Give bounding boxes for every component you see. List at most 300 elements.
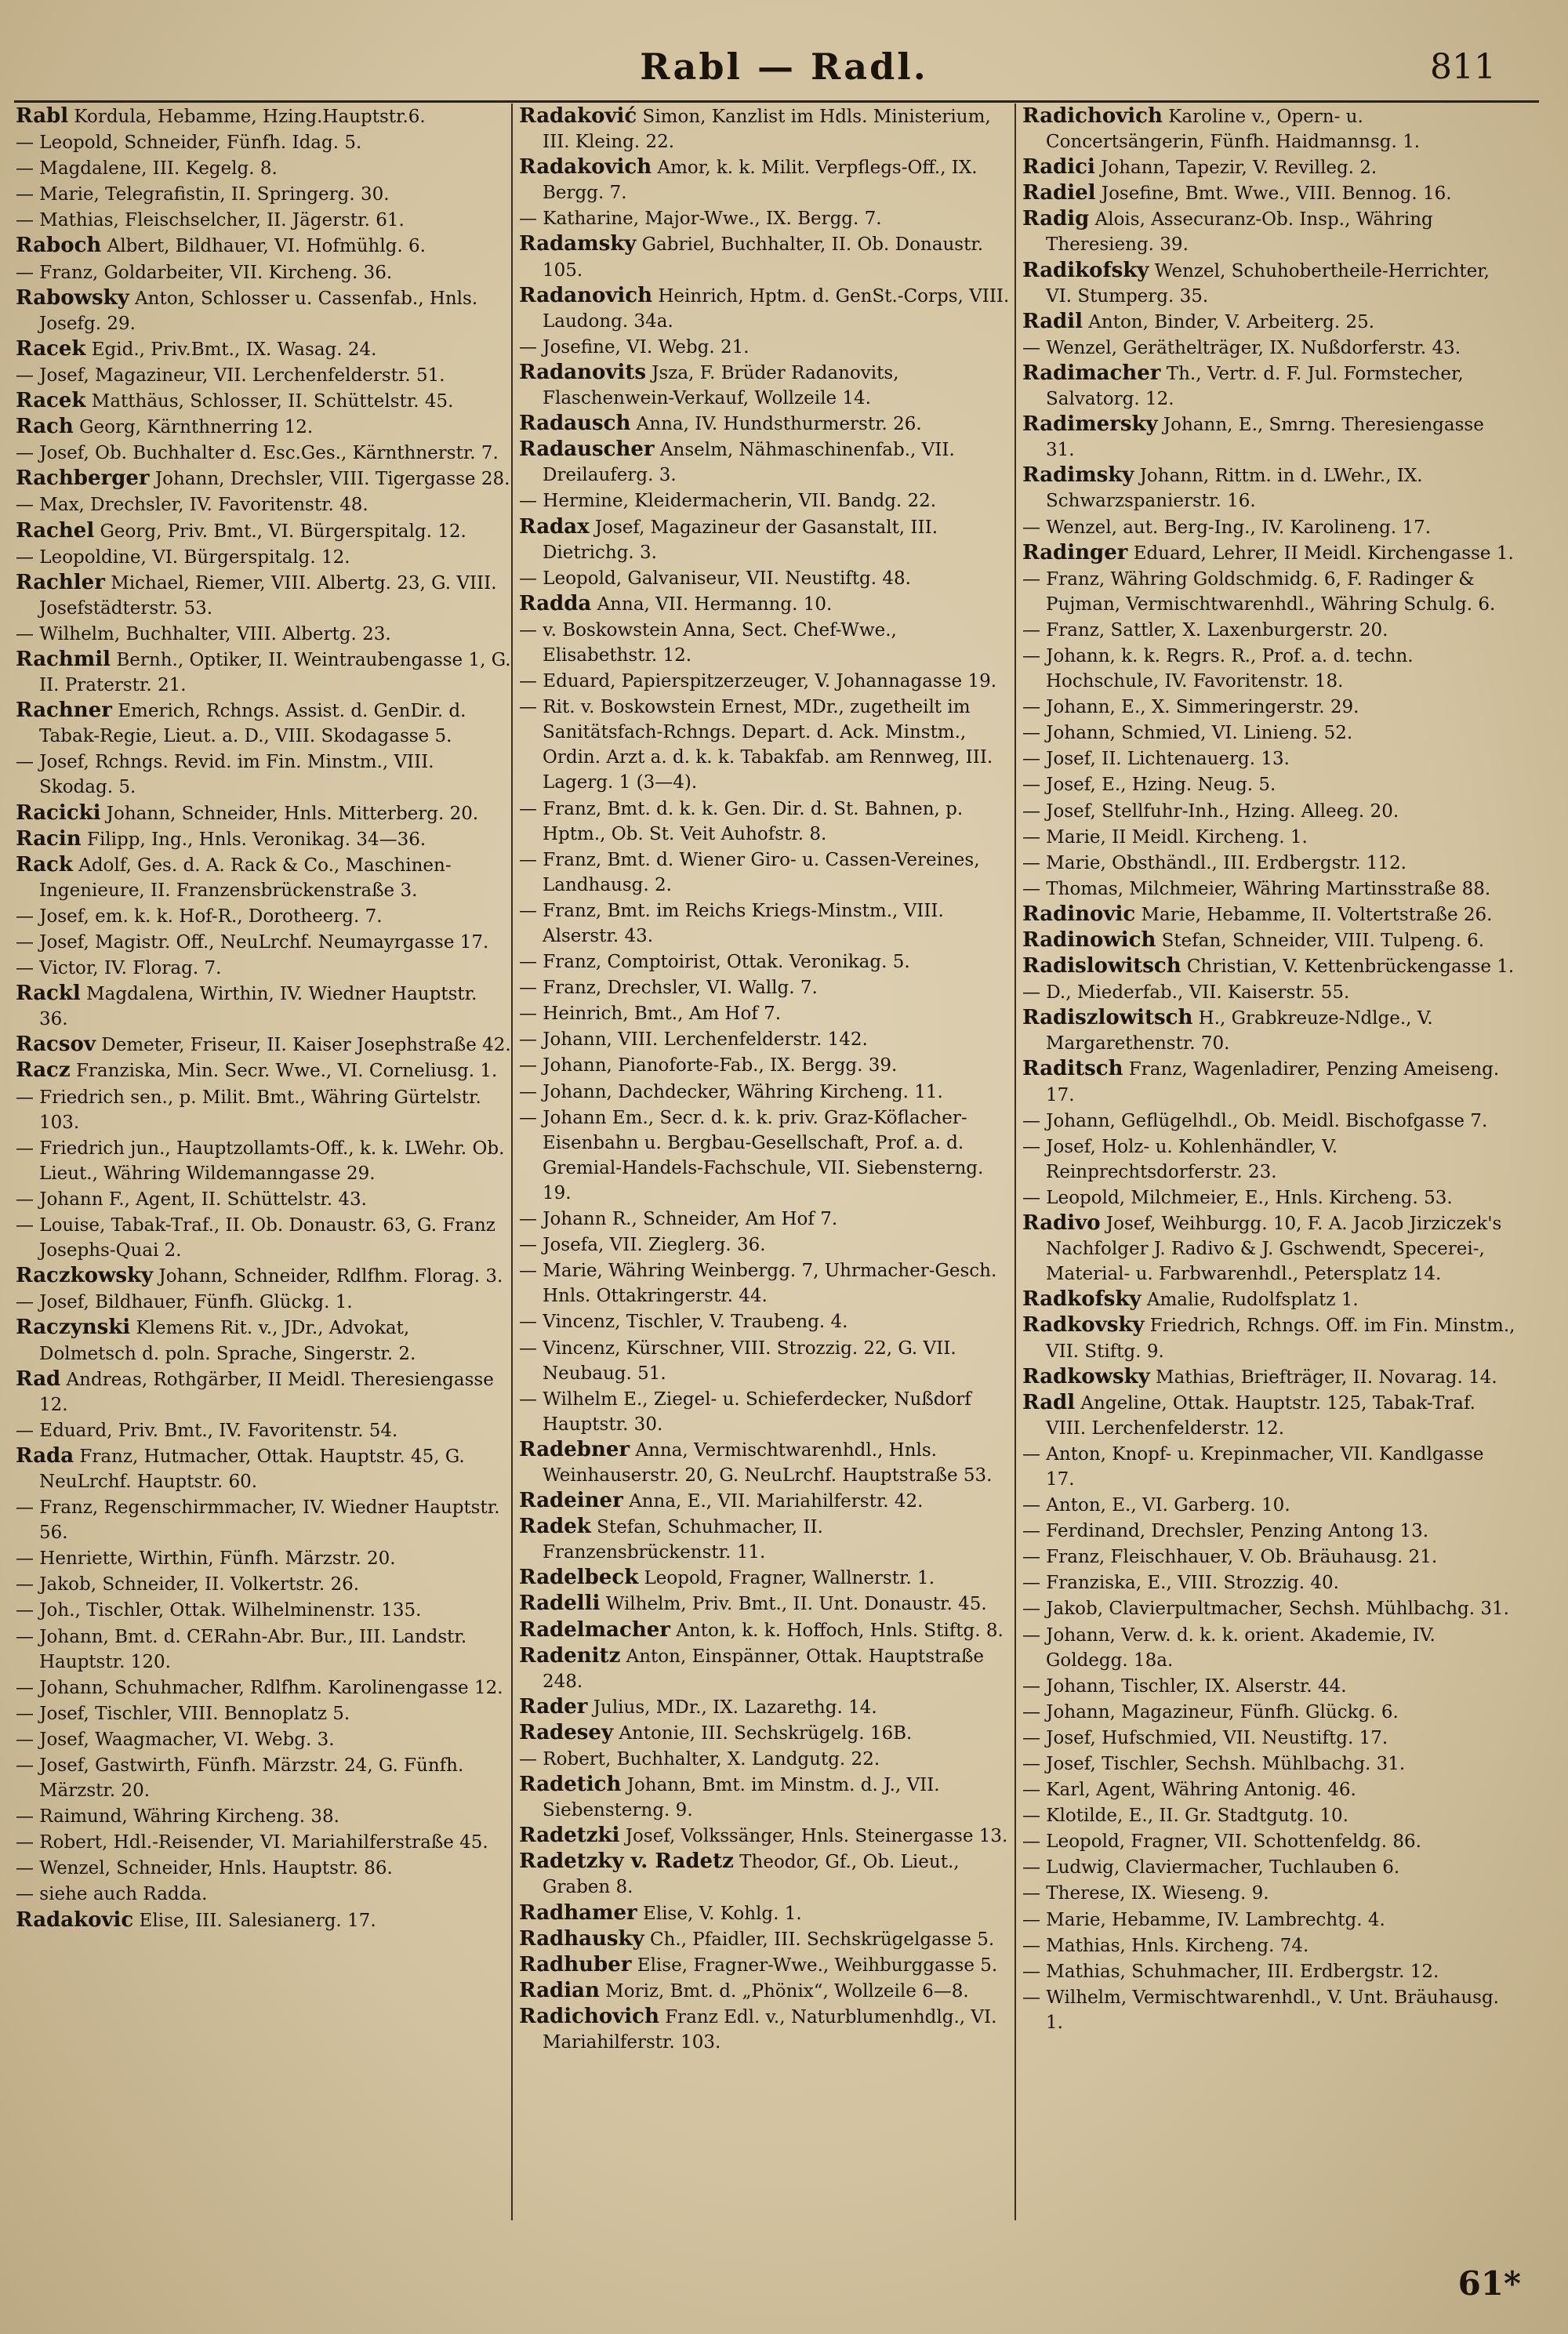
column-divider: [511, 103, 513, 2220]
directory-entry: [519, 488, 1014, 514]
directory-entry: [1022, 566, 1518, 617]
entry-details: — Leopold, Galvaniseur, VII. Neustiftg. 48.: [519, 568, 911, 589]
directory-entry: [1022, 103, 1518, 154]
entry-surname: Rachel: [16, 518, 95, 543]
directory-entry: [519, 1000, 1014, 1026]
entry-details: Adolf, Ges. d. A. Rack & Co., Maschinen-Ingenieure, II. Franzensbrückenstraße 3.: [39, 855, 452, 901]
entry-details: — Johann, Verw. d. k. k. orient. Akademie, IV. Goldegg. 18a.: [1022, 1624, 1436, 1671]
entry-details: — Johann, Schmied, VI. Linieng. 52.: [1022, 723, 1353, 744]
entry-details: — Eduard, Priv. Bmt., IV. Favoritenstr. 54.: [16, 1420, 398, 1441]
directory-entry: [519, 360, 1014, 411]
directory-entry: [519, 1823, 1014, 1849]
entry-surname: Racz: [16, 1058, 71, 1083]
entry-details: Stefan, Schneider, VIII. Tulpeng. 6.: [1156, 931, 1485, 951]
entry-details: — Mathias, Fleischselcher, II. Jägerstr. 61.: [16, 210, 405, 231]
entry-details: Anna, VII. Hermanng. 10.: [591, 593, 833, 615]
entry-details: — Johann, Schuhmacher, Rdlfhm. Karolinengasse 12.: [16, 1677, 503, 1698]
directory-entry: [16, 749, 511, 800]
directory-entry: [1022, 1108, 1518, 1134]
directory-entry: [519, 694, 1014, 795]
entry-details: — Thomas, Milchmeier, Währing Martinsstraße 88.: [1022, 878, 1491, 899]
entry-details: — Franz, Bmt. im Reichs Kriegs-Minstm., VIII. Alserstr. 43.: [519, 900, 944, 946]
entry-details: Johann, Drechsler, VIII. Tigergasse 28.: [149, 469, 510, 490]
entry-details: — D., Miederfab., VII. Kaiserstr. 55.: [1022, 982, 1350, 1004]
entry-details: — Karl, Agent, Währing Antonig. 46.: [1022, 1780, 1356, 1801]
directory-entry: [16, 1571, 511, 1597]
entry-surname: Radinovic: [1022, 902, 1136, 926]
entry-details: — Heinrich, Bmt., Am Hof 7.: [519, 1004, 782, 1025]
entry-details: — Josef, E., Hzing. Neug. 5.: [1022, 775, 1276, 796]
directory-entry: [1022, 1056, 1518, 1107]
directory-entry: [16, 518, 511, 544]
entry-details: — Johann, Pianoforte-Fab., IX. Bergg. 39.: [519, 1055, 898, 1076]
directory-entry: [519, 2004, 1014, 2055]
directory-entry: [16, 1675, 511, 1701]
directory-entry: [1022, 361, 1518, 412]
entry-surname: Radiszlowitsch: [1022, 1006, 1193, 1030]
entry-details: Johann, Schneider, Hnls. Mitterberg. 20.: [100, 803, 479, 824]
entry-surname: Racek: [16, 389, 86, 413]
directory-entry: [519, 949, 1014, 975]
directory-entry: [519, 1617, 1014, 1643]
entry-details: — Josef, Gastwirth, Fünfh. Märzstr. 24, G. Fünfh. Märzstr. 20.: [16, 1755, 464, 1802]
entry-surname: Radig: [1022, 207, 1090, 231]
directory-entry: [1022, 1441, 1518, 1492]
entry-details: Filipp, Ing., Hnls. Veronikag. 34—36.: [81, 829, 426, 850]
entry-details: Alois, Assecuranz-Ob. Insp., Währing Theresieng. 39.: [1046, 209, 1433, 256]
directory-entry: [519, 1232, 1014, 1258]
entry-surname: Radakovich: [519, 155, 652, 180]
directory-entry: [16, 1881, 511, 1907]
entry-surname: Radakovic: [16, 1907, 134, 1932]
directory-entry: [16, 800, 511, 826]
directory-entry: [1022, 540, 1518, 566]
directory-entry: [519, 1720, 1014, 1746]
entry-details: — Robert, Hdl.-Reisender, VI. Mariahilferstraße 45.: [16, 1832, 488, 1853]
entry-surname: Radici: [1022, 155, 1095, 180]
entry-surname: Rada: [16, 1443, 74, 1468]
directory-entry: [1022, 1699, 1518, 1725]
directory-entry: [1022, 1933, 1518, 1958]
directory-entry: [519, 1335, 1014, 1386]
directory-entry: [1022, 1185, 1518, 1211]
directory-entry: [519, 1926, 1014, 1952]
directory-entry: [1022, 1880, 1518, 1906]
column-1: [16, 103, 511, 1933]
directory-entry: [519, 1952, 1014, 1978]
entry-details: Magdalena, Wirthin, IV. Wiedner Hauptstr. 36.: [39, 984, 477, 1030]
directory-entry: [519, 1643, 1014, 1694]
directory-entry: [519, 1746, 1014, 1772]
directory-entry: [1022, 953, 1518, 979]
directory-entry: [16, 929, 511, 955]
entry-surname: Radkowsky: [1022, 1364, 1150, 1388]
entry-details: — Franz, Sattler, X. Laxenburgerstr. 20.: [1022, 619, 1388, 641]
entry-details: Ch., Pfaidler, III. Sechskrügelgasse 5.: [644, 1929, 995, 1950]
directory-entry: [16, 647, 511, 698]
directory-entry: [519, 591, 1014, 617]
entry-details: Anselm, Nähmaschinenfab., VII. Dreilauferg. 3.: [543, 440, 955, 486]
directory-entry: [1022, 1595, 1518, 1621]
directory-entry: [16, 1624, 511, 1675]
entry-surname: Racin: [16, 826, 82, 851]
directory-entry: [16, 388, 511, 414]
directory-entry: [519, 1309, 1014, 1334]
entry-details: Stefan, Schuhmacher, II. Franzensbrückenstr. 11.: [543, 1517, 823, 1563]
directory-entry: [1022, 309, 1518, 335]
directory-entry: [1022, 1802, 1518, 1828]
entry-details: — Mathias, Hnls. Kircheng. 74.: [1022, 1935, 1309, 1956]
directory-entry: [1022, 1287, 1518, 1312]
directory-entry: [16, 1701, 511, 1726]
entry-surname: Radax: [519, 514, 590, 539]
directory-entry: [16, 1367, 511, 1417]
entry-details: Marie, Hebamme, II. Voltertstraße 26.: [1135, 904, 1493, 925]
entry-details: — Johann, k. k. Regrs. R., Prof. a. d. techn. Hochschule, IV. Favoritenstr. 18.: [1022, 645, 1414, 692]
entry-details: — Marie, Telegrafistin, II. Springerg. 30.: [16, 184, 390, 205]
directory-entry: [16, 1726, 511, 1752]
entry-details: — Leopoldine, VI. Bürgerspitalg. 12.: [16, 546, 350, 568]
entry-details: Matthäus, Schlosser, II. Schüttelstr. 45.: [85, 391, 454, 412]
entry-details: — Anton, Knopf- u. Krepinmacher, VII. Kandlgasse 17.: [1022, 1443, 1484, 1490]
entry-details: — Wenzel, Schneider, Hnls. Hauptstr. 86.: [16, 1858, 393, 1879]
directory-entry: [519, 668, 1014, 694]
entry-details: — Josef, Ob. Buchhalter d. Esc.Ges., Kärnthnerstr. 7.: [16, 443, 499, 464]
entry-details: — Magdalene, III. Kegelg. 8.: [16, 158, 278, 180]
entry-details: — Franz, Fleischhauer, V. Ob. Bräuhausg. 21.: [1022, 1547, 1438, 1568]
entry-details: — Josef, Bildhauer, Fünfh. Glückg. 1.: [16, 1292, 353, 1313]
directory-entry: [1022, 1570, 1518, 1595]
directory-entry: [519, 1437, 1014, 1488]
entry-details: — Wilhelm E., Ziegel- u. Schieferdecker, Nußdorf Hauptstr. 30.: [519, 1388, 971, 1435]
directory-entry: [1022, 1958, 1518, 1984]
directory-entry: [16, 336, 511, 362]
entry-surname: Radinger: [1022, 540, 1128, 564]
entry-surname: Radauscher: [519, 437, 655, 462]
directory-entry: [16, 1829, 511, 1855]
entry-details: Moriz, Bmt. d. „Phönix“, Wollzeile 6—8.: [599, 1980, 969, 2002]
entry-details: Josef, Weihburgg. 10, F. A. Jacob Jirziczek's Nachfolger J. Radivo & J. Gschwendt, Specerei-, Material- u. Farbwarenhdl., Petersplatz 14.: [1046, 1214, 1502, 1285]
directory-entry: [16, 1494, 511, 1545]
entry-details: Josef, Magazineur der Gasanstalt, III. Dietrichg. 3.: [543, 517, 938, 563]
entry-details: Th., Vertr. d. F. Jul. Formstecher, Salvatorg. 12.: [1046, 363, 1464, 410]
directory-entry: [519, 1258, 1014, 1309]
entry-surname: Rachberger: [16, 466, 150, 491]
directory-entry: [519, 565, 1014, 591]
directory-entry: [519, 103, 1014, 154]
directory-entry: [1022, 720, 1518, 746]
directory-entry: [1022, 694, 1518, 720]
entry-details: — Josefa, VII. Zieglerg. 36.: [519, 1235, 766, 1256]
directory-entry: [16, 1855, 511, 1881]
entry-details: — Ferdinand, Drechsler, Penzing Antong 13.: [1022, 1521, 1429, 1542]
directory-entry: [16, 181, 511, 207]
directory-entry: [1022, 1364, 1518, 1390]
entry-details: — Franz, Regenschirmmacher, IV. Wiedner Hauptstr. 56.: [16, 1497, 500, 1544]
entry-details: — Wilhelm, Vermischtwarenhdl., V. Unt. Bräuhausg. 1.: [1022, 1987, 1499, 2033]
entry-surname: Radelli: [519, 1592, 601, 1616]
entry-details: — Franz, Bmt. d. Wiener Giro- u. Cassen-Vereines, Landhausg. 2.: [519, 849, 980, 895]
directory-entry: [16, 466, 511, 492]
directory-entry: [1022, 1005, 1518, 1056]
directory-entry: [519, 514, 1014, 565]
directory-entry: [16, 155, 511, 181]
directory-entry: [16, 1212, 511, 1263]
entry-details: Eduard, Lehrer, II Meidl. Kirchengasse 1.: [1127, 543, 1514, 564]
directory-entry: [16, 1058, 511, 1084]
directory-entry: [519, 437, 1014, 488]
entry-details: Anna, IV. Hundsthurmerstr. 26.: [630, 414, 922, 435]
directory-entry: [1022, 258, 1518, 309]
entry-details: — Leopold, Fragner, VII. Schottenfeldg. 86.: [1022, 1831, 1421, 1853]
entry-surname: Radhuber: [519, 1952, 632, 1976]
entry-details: Johann, E., Smrng. Theresiengasse 31.: [1046, 415, 1484, 461]
entry-details: — Johann, Dachdecker, Währing Kircheng. 11.: [519, 1081, 943, 1102]
entry-details: Franziska, Min. Secr. Wwe., VI. Corneliusg. 1.: [70, 1061, 498, 1082]
entry-details: Anton, Einspänner, Ottak. Hauptstraße 248.: [543, 1646, 985, 1692]
entry-details: — Louise, Tabak-Traf., II. Ob. Donaustr. 63, G. Franz Josephs-Quai 2.: [16, 1215, 495, 1261]
entry-details: — Franz, Goldarbeiter, VII. Kircheng. 36.: [16, 262, 393, 283]
entry-surname: Radanovich: [519, 283, 653, 307]
entry-details: Bernh., Optiker, II. Weintraubengasse 1, G. II. Praterstr. 21.: [39, 649, 511, 696]
directory-entry: [16, 1315, 511, 1366]
directory-entry: [16, 207, 511, 233]
directory-entry: [519, 205, 1014, 231]
entry-details: — Leopold, Milchmeier, E., Hnls. Kircheng. 53.: [1022, 1187, 1453, 1208]
entry-details: — Josef, Stellfuhr-Inh., Hzing. Alleeg. 20.: [1022, 800, 1399, 822]
entry-details: Johann, Schneider, Rdlfhm. Florag. 3.: [153, 1266, 503, 1287]
entry-surname: Radinowich: [1022, 928, 1156, 952]
directory-entry: [16, 698, 511, 749]
directory-entry: [1022, 1984, 1518, 2035]
directory-entry: [16, 1443, 511, 1494]
entry-details: — Raimund, Währing Kircheng. 38.: [16, 1806, 339, 1828]
entry-details: — v. Boskowstein Anna, Sect. Chef-Wwe., Elisabethstr. 12.: [519, 619, 897, 666]
entry-surname: Raditsch: [1022, 1057, 1123, 1081]
directory-entry: [519, 1978, 1014, 2004]
entry-surname: Raboch: [16, 234, 102, 258]
directory-entry: [16, 1545, 511, 1571]
directory-entry: [519, 1386, 1014, 1437]
entry-surname: Rachler: [16, 570, 105, 594]
entry-surname: Radhamer: [519, 1900, 637, 1925]
entry-surname: Radaković: [519, 104, 637, 128]
page-number: 811: [1430, 47, 1496, 87]
directory-entry: [16, 1417, 511, 1443]
directory-entry: [1022, 514, 1518, 540]
entry-details: — Katharine, Major-Wwe., IX. Bergg. 7.: [519, 209, 882, 230]
directory-entry: [519, 1694, 1014, 1720]
entry-surname: Rader: [519, 1694, 588, 1719]
directory-entry: [16, 1032, 511, 1058]
entry-details: — Marie, Währing Weinbergg. 7, Uhrmacher-Gesch. Hnls. Ottakringerstr. 44.: [519, 1261, 997, 1307]
entry-details: — Jakob, Schneider, II. Volkertstr. 26.: [16, 1574, 360, 1595]
entry-surname: Radebner: [519, 1437, 630, 1461]
entry-details: — Josefine, VI. Webg. 21.: [519, 336, 750, 358]
entry-details: — Marie, II Meidl. Kircheng. 1.: [1022, 826, 1308, 848]
column-divider: [1014, 103, 1016, 2220]
entry-details: — Josef, Magistr. Off., NeuLrchf. Neumayrgasse 17.: [16, 932, 489, 953]
entry-details: Christian, V. Kettenbrückengasse 1.: [1181, 956, 1515, 978]
entry-surname: Radkovsky: [1022, 1313, 1145, 1338]
entry-details: — Joh., Tischler, Ottak. Wilhelminenstr. 135.: [16, 1600, 422, 1621]
directory-entry: [1022, 180, 1518, 206]
entry-surname: Radimsky: [1022, 463, 1134, 488]
directory-entry: [1022, 979, 1518, 1005]
entry-surname: Radda: [519, 591, 592, 615]
entry-details: — siehe auch Radda.: [16, 1884, 208, 1905]
entry-details: — Johann, Geflügelhdl., Ob. Meidl. Bischofgasse 7.: [1022, 1110, 1488, 1131]
entry-surname: Radetich: [519, 1773, 622, 1797]
entry-details: — Jakob, Clavierpultmacher, Sechsh. Mühlbachg. 31.: [1022, 1599, 1509, 1620]
entry-surname: Radichovich: [519, 2004, 659, 2028]
directory-entry: [16, 955, 511, 981]
column-3: [1022, 103, 1518, 2035]
directory-entry: [1022, 850, 1518, 876]
entry-details: Heinrich, Hptm. d. GenSt.-Corps, VIII. Laudong. 34a.: [543, 285, 1010, 332]
directory-entry: [519, 1488, 1014, 1514]
entry-details: — Therese, IX. Wieseng. 9.: [1022, 1883, 1269, 1904]
entry-details: Franz, Wagenladirer, Penzing Ameiseng. 17.: [1046, 1059, 1500, 1105]
directory-entry: [1022, 1390, 1518, 1441]
entry-surname: Radesey: [519, 1720, 614, 1744]
entry-surname: Radimacher: [1022, 361, 1161, 385]
directory-entry: [1022, 1211, 1518, 1287]
directory-entry: [1022, 1518, 1518, 1544]
entry-surname: Rabl: [16, 104, 69, 128]
directory-entry: [1022, 1492, 1518, 1518]
entry-details: Albert, Bildhauer, VI. Hofmühlg. 6.: [101, 236, 426, 257]
entry-surname: Racicki: [16, 800, 101, 825]
entry-details: — Josef, Tischler, Sechsh. Mühlbachg. 31.: [1022, 1754, 1406, 1774]
directory-entry: [16, 1186, 511, 1212]
entry-surname: Radikofsky: [1022, 258, 1149, 282]
entry-surname: Radenitz: [519, 1643, 621, 1668]
directory-entry: [1022, 206, 1518, 257]
directory-entry: [1022, 617, 1518, 643]
directory-entry: [16, 1803, 511, 1829]
directory-entry: [519, 411, 1014, 437]
entry-details: — Josef, Rchngs. Revid. im Fin. Minstm., VIII. Skodag. 5.: [16, 752, 434, 798]
directory-entry: [1022, 1907, 1518, 1933]
directory-entry: [16, 1135, 511, 1186]
entry-details: — Josef, Waagmacher, VI. Webg. 3.: [16, 1729, 335, 1750]
entry-details: Julius, MDr., IX. Lazarethg. 14.: [587, 1697, 877, 1718]
entry-details: — Wilhelm, Buchhalter, VIII. Albertg. 23.: [16, 623, 391, 644]
signature-mark: 61*: [1457, 2264, 1521, 2303]
entry-details: Andreas, Rothgärber, II Meidl. Theresiengasse 12.: [39, 1369, 494, 1415]
directory-entry: [1022, 335, 1518, 361]
entry-surname: Rabowsky: [16, 285, 129, 310]
entry-details: Kordula, Hebamme, Hzing.Hauptstr.6.: [68, 107, 426, 127]
directory-entry: [1022, 824, 1518, 850]
directory-entry: [16, 440, 511, 466]
entry-surname: Radamsky: [519, 232, 637, 256]
entry-surname: Rachmil: [16, 647, 111, 671]
entry-details: — Johann, Bmt. d. CERahn-Abr. Bur., III. Landstr. Hauptstr. 120.: [16, 1626, 467, 1672]
directory-entry: [16, 544, 511, 570]
directory-entry: [1022, 463, 1518, 514]
directory-entry: [16, 129, 511, 155]
directory-entry: [519, 1026, 1014, 1052]
entry-details: — Johann, VIII. Lerchenfelderstr. 142.: [519, 1029, 868, 1051]
entry-surname: Radkofsky: [1022, 1287, 1142, 1312]
directory-entry: [519, 1514, 1014, 1565]
entry-details: — Marie, Hebamme, IV. Lambrechtg. 4.: [1022, 1909, 1385, 1930]
directory-entry: [519, 231, 1014, 282]
entry-surname: Radelmacher: [519, 1617, 670, 1642]
entry-details: — Wenzel, Geräthelträger, IX. Nußdorferstr. 43.: [1022, 337, 1461, 358]
entry-surname: Raczkowsky: [16, 1264, 154, 1288]
entry-surname: Radausch: [519, 412, 631, 436]
entry-surname: Rackl: [16, 982, 81, 1006]
entry-details: — Eduard, Papierspitzerzeuger, V. Johannagasse 19.: [519, 671, 997, 692]
entry-details: Josef, Volkssänger, Hnls. Steinergasse 13.: [619, 1826, 1008, 1847]
entry-details: Simon, Kanzlist im Hdls. Ministerium, III. Kleing. 22.: [543, 107, 991, 153]
entry-details: — Henriette, Wirthin, Fünfh. Märzstr. 20.: [16, 1548, 396, 1570]
directory-entry: [519, 1052, 1014, 1078]
directory-entry: [519, 1079, 1014, 1105]
directory-entry: [519, 154, 1014, 205]
header-rule: [14, 100, 1539, 103]
entry-surname: Radhausky: [519, 1926, 644, 1951]
directory-entry: [16, 233, 511, 259]
directory-entry: [1022, 643, 1518, 694]
entry-details: Josefine, Bmt. Wwe., VIII. Bennog. 16.: [1095, 183, 1452, 205]
directory-entry: [1022, 1828, 1518, 1854]
directory-entry: [1022, 798, 1518, 824]
entry-details: — Johann, Tischler, IX. Alserstr. 44.: [1022, 1675, 1347, 1697]
entry-details: Anton, k. k. Hoffoch, Hnls. Stiftg. 8.: [670, 1620, 1004, 1641]
entry-details: — Rit. v. Boskowstein Ernest, MDr., zugetheilt im Sanitätsfach-Rchngs. Depart. d. Ack. Minstm., Ordin. Arzt a. d. k. k. Tabakfab. am Rennweg, III. Lagerg. 1 (3—4).: [519, 697, 993, 793]
entry-details: — Franz, Drechsler, VI. Wallg. 7.: [519, 978, 818, 999]
entry-surname: Radanovits: [519, 360, 646, 384]
directory-entry: [16, 1289, 511, 1315]
entry-details: Michael, Riemer, VIII. Albertg. 23, G. VIII. Josefstädterstr. 53.: [39, 572, 497, 619]
directory-entry: [519, 1591, 1014, 1617]
entry-details: — Robert, Buchhalter, X. Landgutg. 22.: [519, 1749, 880, 1770]
entry-details: Gabriel, Buchhalter, II. Ob. Donaustr. 105.: [543, 234, 984, 281]
directory-entry: [519, 898, 1014, 949]
directory-entry: [1022, 1544, 1518, 1570]
entry-details: — Josef, Holz- u. Kohlenhändler, V. Reinprechtsdorferstr. 23.: [1022, 1136, 1338, 1182]
directory-entry: [1022, 1673, 1518, 1699]
entry-details: — Franz, Bmt. d. k. k. Gen. Dir. d. St. Bahnen, p. Hptm., Ob. St. Veit Auhofstr. 8.: [519, 798, 964, 844]
directory-entry: [16, 285, 511, 336]
entry-surname: Rach: [16, 415, 74, 439]
entry-surname: Radil: [1022, 309, 1083, 333]
entry-details: — Mathias, Schuhmacher, III. Erdbergstr. 12.: [1022, 1961, 1439, 1982]
entry-surname: Radek: [519, 1515, 591, 1539]
entry-details: — Leopold, Schneider, Fünfh. Idag. 5.: [16, 132, 362, 154]
entry-surname: Racsov: [16, 1033, 96, 1057]
entry-details: Franz Edl. v., Naturblumenhdlg., VI. Mariahilferstr. 103.: [543, 2006, 997, 2053]
entry-details: — Johann Em., Secr. d. k. k. priv. Graz-Köflacher-Eisenbahn u. Bergbau-Gesellschaft, Prof. a. d. Gremial-Handels-Fachschule, VII. Siebensterng. 19.: [519, 1107, 984, 1203]
entry-details: Franz, Hutmacher, Ottak. Hauptstr. 45, G. NeuLrchf. Hauptstr. 60.: [39, 1446, 465, 1492]
directory-entry: [519, 847, 1014, 898]
entry-details: — Josef, Magazineur, VII. Lerchenfelderstr. 51.: [16, 365, 445, 386]
entry-details: — Josef, Hufschmied, VII. Neustiftg. 17.: [1022, 1727, 1388, 1748]
directory-entry: [519, 796, 1014, 847]
directory-entry: [1022, 1751, 1518, 1777]
directory-entry: [16, 621, 511, 647]
directory-entry: [519, 1105, 1014, 1206]
entry-details: — Wenzel, aut. Berg-Ing., IV. Karolineng. 17.: [1022, 517, 1432, 538]
directory-entry: [519, 283, 1014, 334]
entry-details: Elise, V. Kohlg. 1.: [637, 1903, 802, 1924]
entry-surname: Radetzki: [519, 1824, 620, 1848]
entry-surname: Radetzky v. Radetz: [519, 1849, 734, 1874]
